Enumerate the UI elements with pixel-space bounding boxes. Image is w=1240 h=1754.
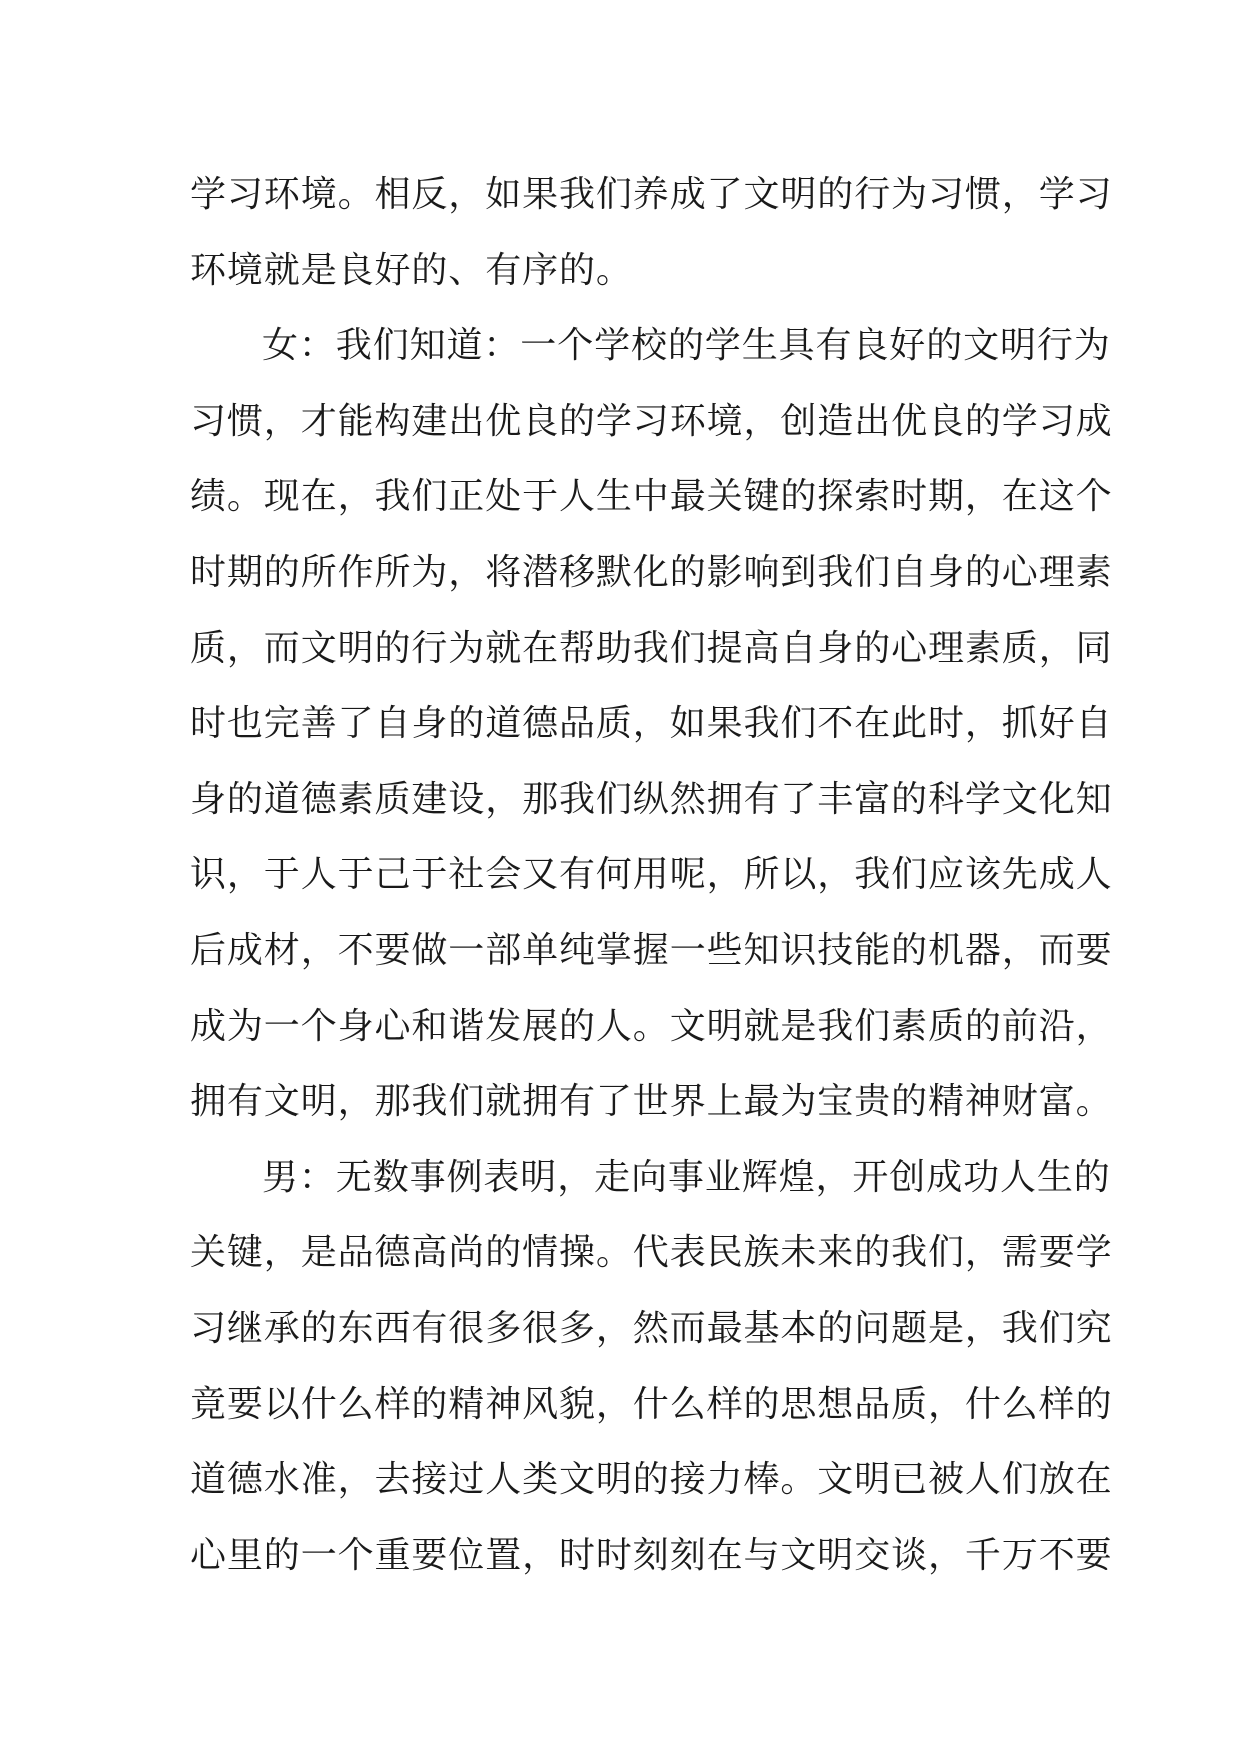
text-line: 习惯，才能构建出优良的学习环境，创造出优良的学习成: [190, 400, 1113, 442]
text-line: 后成材，不要做一部单纯掌握一些知识技能的机器，而要: [190, 929, 1113, 971]
text-line: 质，而文明的行为就在帮助我们提高自身的心理素质，同: [190, 627, 1113, 669]
text-line: 成为一个身心和谐发展的人。文明就是我们素质的前沿，: [190, 1005, 1113, 1047]
text-line: 竟要以什么样的精神风貌，什么样的思想品质，什么样的: [190, 1383, 1113, 1425]
text-line: 识，于人于己于社会又有何用呢，所以，我们应该先成人: [190, 854, 1113, 896]
text-line: 心里的一个重要位置，时时刻刻在与文明交谈，千万不要: [190, 1534, 1113, 1576]
text-line: 时期的所作所为，将潜移默化的影响到我们自身的心理素: [190, 551, 1113, 593]
text-line: 身的道德素质建设，那我们纵然拥有了丰富的科学文化知: [190, 778, 1113, 820]
text-line: 环境就是良好的、有序的。: [190, 249, 633, 291]
body-text: [190, 157, 1113, 1593]
text-line: 时也完善了自身的道德品质，如果我们不在此时，抓好自: [190, 703, 1113, 745]
text-line: 绩。现在，我们正处于人生中最关键的探索时期，在这个: [190, 476, 1113, 518]
paragraph-start-line: 女：我们知道：一个学校的学生具有良好的文明行为: [262, 325, 1111, 367]
text-line: 习继承的东西有很多很多，然而最基本的问题是，我们究: [190, 1307, 1113, 1349]
text-line: 道德水准，去接过人类文明的接力棒。文明已被人们放在: [190, 1459, 1113, 1501]
text-line: 拥有文明，那我们就拥有了世界上最为宝贵的精神财富。: [190, 1081, 1113, 1123]
text-line: 学习环境。相反，如果我们养成了文明的行为习惯，学习: [190, 174, 1113, 215]
text-line: 关键，是品德高尚的情操。代表民族未来的我们，需要学: [190, 1232, 1113, 1274]
paragraph-start-line: 男：无数事例表明，走向事业辉煌，开创成功人生的: [262, 1156, 1111, 1198]
